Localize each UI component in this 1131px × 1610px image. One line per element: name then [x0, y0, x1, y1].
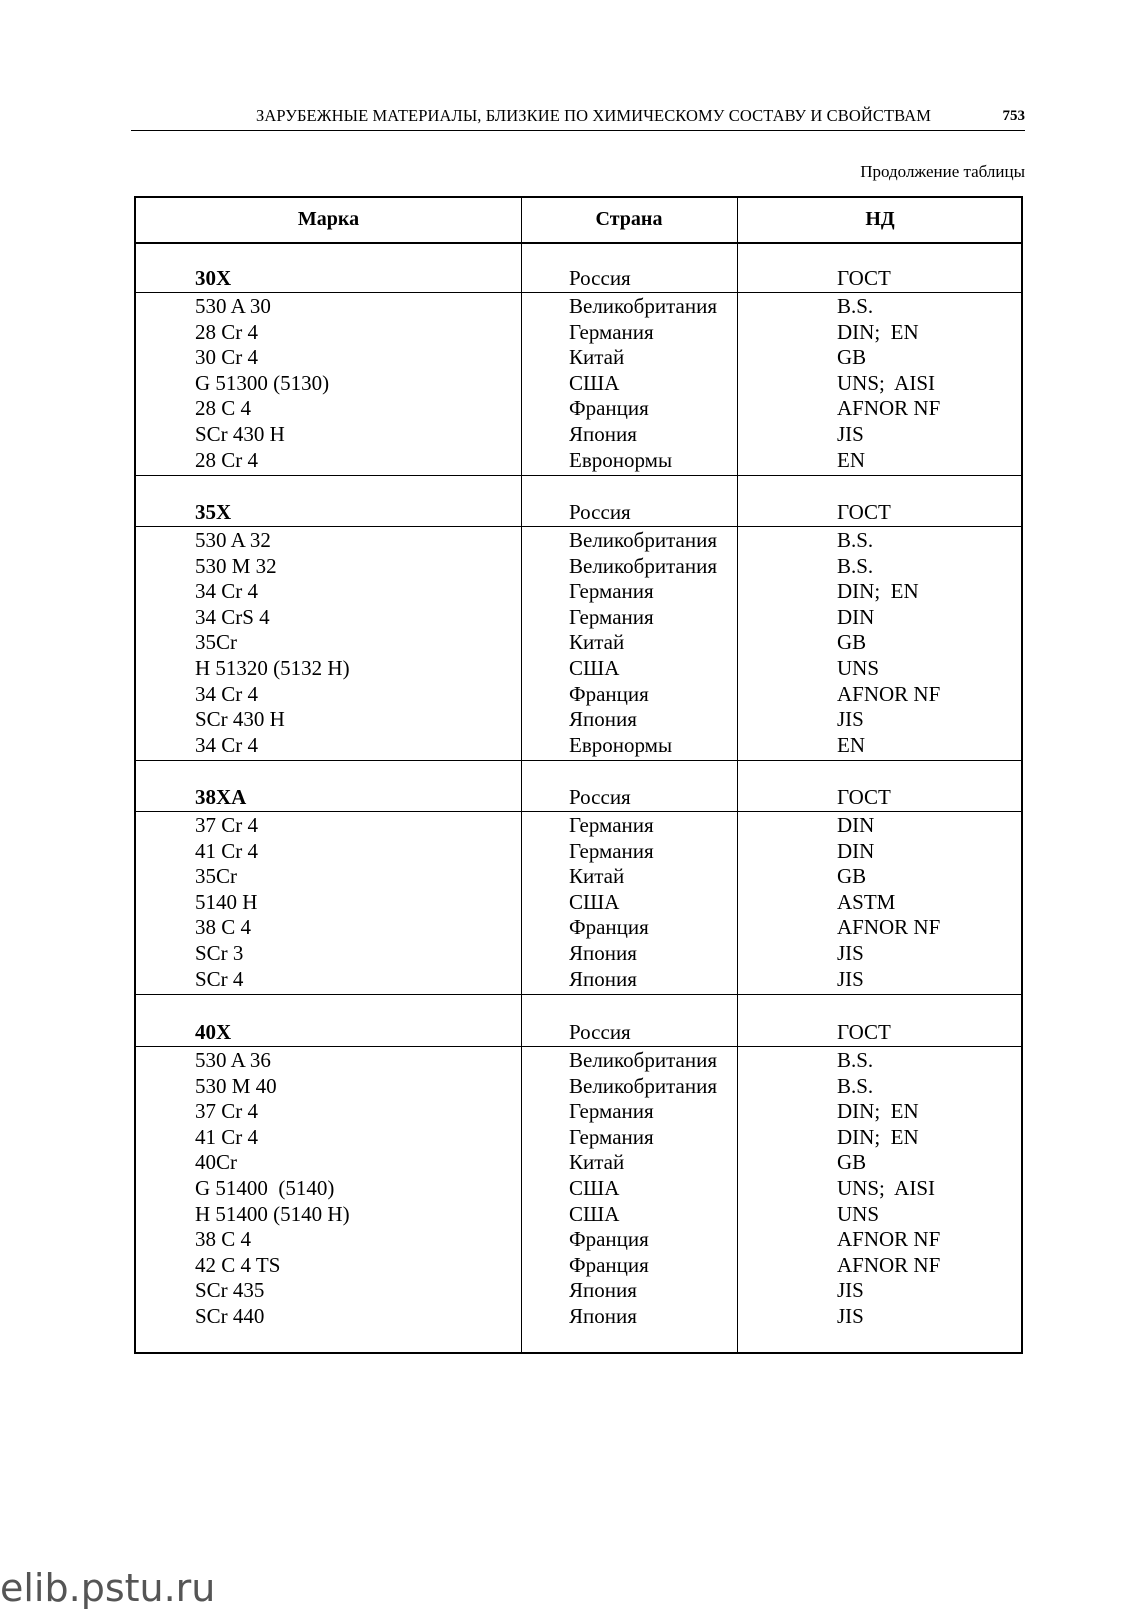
- equivalent-country: Франция: [569, 915, 649, 940]
- equivalent-standard: AFNOR NF: [837, 915, 941, 940]
- column-header-grade: Марка: [297, 208, 360, 230]
- column-divider: [737, 198, 738, 1352]
- equivalent-standard: DIN: [837, 838, 875, 863]
- row-divider: [136, 994, 1021, 995]
- equivalent-grade: G 51300 (5130): [195, 370, 330, 395]
- equivalent-standard: B.S.: [837, 553, 874, 578]
- column-divider: [521, 198, 522, 1352]
- equivalent-standard: DIN; EN: [837, 1124, 919, 1149]
- equivalent-country: Евронормы: [569, 447, 673, 472]
- equivalent-grade: 530 M 32: [195, 553, 277, 578]
- equivalent-country: Япония: [569, 941, 637, 965]
- equivalent-grade: 37 Cr 4: [195, 813, 258, 837]
- equivalent-standard: UNS; AISI: [837, 1176, 936, 1200]
- equivalent-grade: 35Cr: [195, 630, 237, 655]
- equivalent-grade: SCr 435: [195, 1278, 265, 1303]
- equivalent-grade: 28 Cr 4: [195, 319, 258, 344]
- equivalent-standard: JIS: [837, 1278, 864, 1303]
- continuation-label: Продолжение таблицы: [860, 162, 1025, 181]
- equivalent-country: Германия: [569, 1124, 654, 1149]
- equivalent-standard: UNS: [837, 1201, 880, 1226]
- equivalent-standard: GB: [837, 1150, 867, 1175]
- equivalent-grade: SCr 430 H: [195, 707, 285, 732]
- equivalent-country: США: [569, 370, 620, 395]
- equivalent-country: Германия: [569, 604, 654, 629]
- equivalent-country: Франция: [569, 1227, 649, 1252]
- equivalent-country: Германия: [569, 579, 654, 604]
- equivalent-grade: G 51400 (5140): [195, 1176, 335, 1200]
- running-header: [131, 104, 1025, 131]
- equivalent-grade: SCr 430 H: [195, 422, 285, 446]
- equivalent-grade: 530 A 30: [195, 294, 271, 318]
- equivalent-standard: B.S.: [837, 528, 874, 552]
- equivalent-country: Китай: [569, 1150, 625, 1175]
- page-number: 753: [1002, 108, 1025, 124]
- equivalent-standard: JIS: [837, 941, 864, 965]
- grade-standard: ГОСТ: [837, 1020, 891, 1044]
- equivalent-standard: B.S.: [837, 294, 874, 318]
- equivalent-country: Германия: [569, 813, 654, 837]
- equivalent-country: Япония: [569, 1304, 637, 1328]
- equivalent-country: Великобритания: [569, 1048, 717, 1072]
- grade-standard: ГОСТ: [837, 500, 891, 524]
- equivalent-country: Великобритания: [569, 553, 717, 578]
- equivalent-grade: 28 Cr 4: [195, 447, 258, 472]
- equivalent-grade: SCr 4: [195, 966, 244, 991]
- row-divider: [136, 760, 1021, 761]
- equivalent-standard: AFNOR NF: [837, 1227, 941, 1252]
- equivalent-grade: 34 Cr 4: [195, 732, 258, 757]
- equivalent-standard: UNS: [837, 656, 880, 680]
- grade-name: 30Х: [195, 266, 232, 290]
- equivalent-grade: 37 Cr 4: [195, 1099, 258, 1124]
- equivalent-standard: UNS; AISI: [837, 370, 936, 395]
- grade-country: Россия: [569, 1020, 631, 1044]
- equivalent-country: Германия: [569, 1099, 654, 1124]
- equivalent-standard: DIN; EN: [837, 1099, 919, 1124]
- equivalent-standard: JIS: [837, 707, 864, 732]
- equivalent-country: США: [569, 889, 620, 914]
- grade-standard: ГОСТ: [837, 785, 891, 809]
- grade-country: Россия: [569, 785, 631, 809]
- equivalent-standard: AFNOR NF: [837, 681, 941, 706]
- equivalent-standard: ASTM: [837, 889, 896, 914]
- grade-country: Россия: [569, 266, 631, 290]
- equivalent-grade: 35Cr: [195, 864, 237, 889]
- equivalent-grade: 41 Cr 4: [195, 838, 258, 863]
- row-divider: [136, 475, 1021, 476]
- watermark: elib.pstu.ru: [0, 1566, 216, 1610]
- equivalent-country: Великобритания: [569, 528, 717, 552]
- equivalent-grade: 42 C 4 TS: [195, 1252, 281, 1277]
- equivalent-country: США: [569, 656, 620, 680]
- equivalent-grade: 38 C 4: [195, 1227, 252, 1252]
- equivalent-grade: 5140 H: [195, 889, 258, 914]
- equivalent-grade: SCr 3: [195, 941, 244, 965]
- equivalent-standard: EN: [837, 447, 865, 472]
- equivalent-grade: 38 C 4: [195, 915, 252, 940]
- equivalent-grade: H 51400 (5140 H): [195, 1201, 350, 1226]
- equivalent-standard: EN: [837, 732, 865, 757]
- equivalent-country: Китай: [569, 864, 625, 889]
- running-header-title: ЗАРУБЕЖНЫЕ МАТЕРИАЛЫ, БЛИЗКИЕ ПО ХИМИЧЕСКОМУ СОСТАВУ И СВОЙСТВАМ: [255, 106, 931, 125]
- equivalent-country: Китай: [569, 630, 625, 655]
- equivalent-standard: B.S.: [837, 1073, 874, 1098]
- equivalent-standard: AFNOR NF: [837, 1252, 941, 1277]
- equivalent-country: Франция: [569, 681, 649, 706]
- table-header-row: [136, 198, 1021, 244]
- grade-name: 38ХА: [195, 785, 247, 809]
- equivalent-standard: GB: [837, 864, 867, 889]
- grade-country: Россия: [569, 500, 631, 524]
- equivalent-standard: DIN; EN: [837, 319, 919, 344]
- grade-name: 35Х: [195, 500, 232, 524]
- equivalent-standard: DIN: [837, 604, 875, 629]
- equivalent-grade: 34 Cr 4: [195, 681, 258, 706]
- equivalent-grade: H 51320 (5132 H): [195, 656, 350, 680]
- equivalent-standard: B.S.: [837, 1048, 874, 1072]
- equivalent-country: Евронормы: [569, 732, 673, 757]
- equivalent-country: Франция: [569, 1252, 649, 1277]
- grade-name: 40Х: [195, 1020, 232, 1044]
- equivalent-standard: GB: [837, 630, 867, 655]
- equivalent-grade: 530 A 32: [195, 528, 271, 552]
- equivalent-standard: GB: [837, 345, 867, 370]
- equivalent-country: Германия: [569, 838, 654, 863]
- grade-standard: ГОСТ: [837, 266, 891, 290]
- equivalent-country: Китай: [569, 345, 625, 370]
- equivalent-standard: DIN; EN: [837, 579, 919, 604]
- column-header-country: Страна: [595, 208, 663, 230]
- equivalent-country: США: [569, 1176, 620, 1200]
- equivalent-standard: JIS: [837, 422, 864, 446]
- equivalent-standard: AFNOR NF: [837, 396, 941, 421]
- equivalent-country: Япония: [569, 707, 637, 732]
- equivalent-country: Германия: [569, 319, 654, 344]
- equivalent-grade: 530 A 36: [195, 1048, 271, 1072]
- equivalent-grade: 41 Cr 4: [195, 1124, 258, 1149]
- equivalent-grade: 34 Cr 4: [195, 579, 258, 604]
- equivalent-grade: 30 Cr 4: [195, 345, 258, 370]
- equivalent-country: Япония: [569, 422, 637, 446]
- equivalent-country: Япония: [569, 1278, 637, 1303]
- equivalent-country: Великобритания: [569, 1073, 717, 1098]
- equivalent-standard: JIS: [837, 1304, 864, 1328]
- equivalent-grade: 28 C 4: [195, 396, 252, 421]
- equivalent-grade: 40Cr: [195, 1150, 237, 1175]
- steel-grades-table: [134, 196, 1023, 1354]
- equivalent-country: США: [569, 1201, 620, 1226]
- column-header-standard: НД: [865, 208, 895, 230]
- equivalent-grade: 34 CrS 4: [195, 604, 270, 629]
- equivalent-country: Япония: [569, 966, 637, 991]
- equivalent-standard: JIS: [837, 966, 864, 991]
- equivalent-grade: SCr 440: [195, 1304, 265, 1328]
- equivalent-country: Великобритания: [569, 294, 717, 318]
- equivalent-standard: DIN: [837, 813, 875, 837]
- equivalent-grade: 530 M 40: [195, 1073, 277, 1098]
- equivalent-country: Франция: [569, 396, 649, 421]
